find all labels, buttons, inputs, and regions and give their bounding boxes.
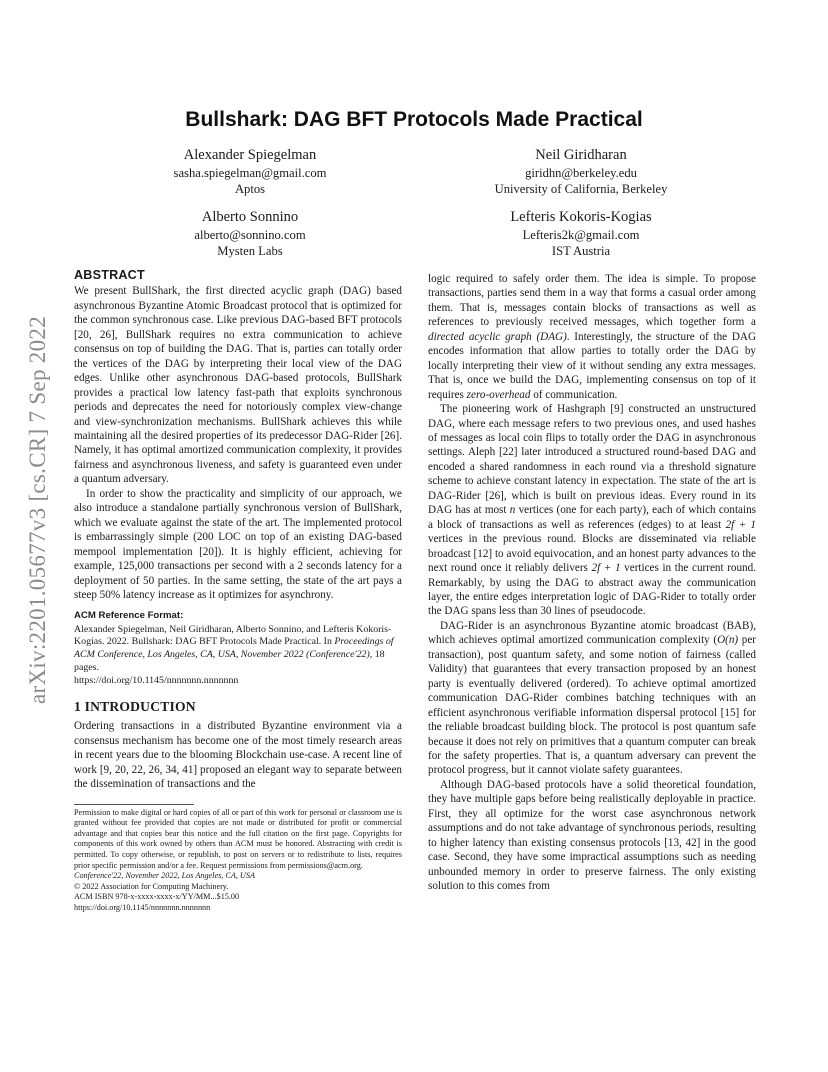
text-run: logic required to safely order them. The idea is simple. To propose transactions, parties send them in a way that forms a casual order among them. That is, messages contain blocks of transactions as well as references to previously received messages, which together form a — [428, 273, 756, 329]
acm-reference-text — [74, 624, 402, 674]
author-affiliation: University of California, Berkeley — [494, 182, 668, 196]
author-block — [421, 208, 741, 259]
permission-doi-link[interactable]: https://doi.org/10.1145/nnnnnnn.nnnnnnn — [74, 902, 211, 912]
acm-reference-part: Alexander Spiegelman, Neil Giridharan, Alberto Sonnino, and Lefteris Kokoris-Kogias. 2022. Bullshark: DAG BFT Protocols Made Practical. In — [74, 623, 392, 648]
arxiv-stamp — [22, 290, 54, 730]
text-run: vertices in the previous round. Blocks are disseminated via reliable broadcast [12] to avoid equivocation, and an honest party advances to the next round once it reliably delivers — [428, 533, 756, 575]
introduction-paragraph: Ordering transactions in a distributed Byzantine environment via a consensus mechanism has become one of the most timely research areas in recent years due to the blooming Blockchain use-case. A recent line of work [9, 20, 22, 26, 34, 41] proposed an elegant way to separate between the dissemination of transactions and the — [74, 720, 402, 791]
math-run: 2f + 1 — [725, 518, 756, 531]
conference-line: Conference'22, November 2022, Los Angeles, CA, USA — [74, 871, 255, 881]
isbn-line: ACM ISBN 978-x-xxxx-xxxx-x/YY/MM...$15.00 — [74, 892, 240, 902]
body-paragraph — [428, 272, 756, 402]
abstract-heading: ABSTRACT — [74, 268, 145, 282]
math-run: n — [509, 504, 516, 517]
body-paragraph — [428, 619, 756, 778]
author-affiliation: Mysten Labs — [217, 244, 283, 258]
acm-reference-part: , 18 pages. — [74, 649, 385, 673]
right-column — [428, 272, 756, 893]
permission-notice — [74, 808, 402, 914]
text-run-italic: zero-overhead — [466, 388, 531, 401]
body-paragraph — [428, 402, 756, 619]
text-run: vertices in the current round. Remarkably, by using the DAG to abstract away the communication layer, the entire edges interpretation logic of DAG-Rider to totally order the DAG spans less than 30 lines of pseudocode. — [428, 562, 756, 618]
paper-title: Bullshark: DAG BFT Protocols Made Practical — [185, 108, 643, 131]
author-email: giridhn@berkeley.edu — [525, 166, 637, 180]
text-run: The pioneering work of Hashgraph [9] constructed an unstructured DAG, where each message refers to two previous ones, and used hashes of messages as local coin flips to totally order the DAG in asynchronous settings. Aleph [22] later introduced a structured round-based DAG and encoded a shared randomness in each round via a threshold signature scheme to achieve constant latency in expectation. The state of the art is DAG-Rider [26], which is built on previous ideas. Every round in its DAG has at most — [428, 403, 756, 517]
math-run: 2f + 1 — [591, 562, 621, 575]
text-run-italic: directed acyclic graph (DAG) — [428, 330, 567, 343]
text-run: per transaction), post quantum safety, and some notion of fairness (called Validity) that guarantees that every transaction proposed by an honest party is eventually delivered (ordered). To achieve optimal amortized communication DAG-Rider combines batching techniques with an efficient asynchronous verifiable information dispersal protocol [15] for the reliable broadcast building block. The protocol is post quantum safe because it does not rely on primitives that a quantum computer can break for the safety properties. That is, a quantum adversary can prevent the protocol progress, but it cannot violate safety guarantees. — [428, 634, 756, 777]
acm-reference-heading: ACM Reference Format: — [74, 610, 184, 622]
author-block — [421, 146, 741, 197]
acm-reference-doi-link[interactable]: https://doi.org/10.1145/nnnnnnn.nnnnnnn — [74, 675, 239, 687]
abstract-paragraph: In order to show the practicality and simplicity of our approach, we also introduce a standalone partially synchronous version of BullShark, which we evaluate against the state of the art. The implemented protocol is embarrassingly simple (200 LOC on top of an existing DAG-based mempool implementation [20]). It is highly efficient, achieving for example, 125,000 transactions per second with a 2 seconds latency for a deployment of 50 parties. In the same setting, the state of the art pays a steep 50% latency increase as it optimizes for asynchrony. — [74, 487, 402, 601]
text-run: vertices (one for each party), each of which contains a block of transactions as well as references (edges) to at least — [428, 504, 756, 531]
arxiv-id: arXiv:2201.05677v3 [cs.CR] 7 Sep 2022 — [25, 315, 50, 705]
author-affiliation: IST Austria — [551, 244, 611, 258]
introduction-heading: 1 INTRODUCTION — [74, 698, 196, 714]
author-name: Alexander Spiegelman — [183, 147, 317, 163]
author-name: Lefteris Kokoris-Kogias — [510, 209, 652, 225]
author-email: Lefteris2k@gmail.com — [522, 228, 640, 242]
author-email: alberto@sonnino.com — [194, 228, 306, 242]
left-column — [74, 268, 402, 914]
footnote-divider — [74, 804, 194, 805]
author-email: sasha.spiegelman@gmail.com — [173, 166, 327, 180]
author-name: Alberto Sonnino — [201, 209, 299, 225]
author-affiliation: Aptos — [234, 182, 266, 196]
author-block — [90, 146, 410, 197]
text-run: of communication. — [530, 388, 618, 401]
text-run: DAG-Rider is an asynchronous Byzantine atomic broadcast (BAB), which achieves optimal amortized communication complexity ( — [428, 619, 756, 647]
acm-reference-venue: Proceedings of ACM Conference, Los Angeles, CA, USA, November 2022 (Conference'22) — [74, 636, 394, 661]
body-paragraph: Although DAG-based protocols have a solid theoretical foundation, they have multiple gaps before being realistically deployable in practice. First, they all optimize for the worst case asynchronous network assumptions and do not take advantage of synchronous periods, resulting to higher latency than existing consensus protocols [13, 42] in the good case. Second, they have some impractical assumptions such as needing unbounded memory in order to preserve fairness. The only existing solution to this comes from — [428, 778, 756, 893]
math-run: O(n) — [717, 634, 739, 647]
permission-text: Permission to make digital or hard copies of all or part of this work for personal or classroom use is granted without fee provided that copies are not made or distributed for profit or commercial advantage and that copies bear this notice and the full citation on the first page. Copyrights for components of this work owned by others than ACM must be honored. Abstracting with credit is permitted. To copy otherwise, or republish, to post on servers or to redistribute to lists, requires prior specific permission and/or a fee. Request permissions from permissions@acm.org. — [74, 807, 402, 870]
copyright-line: © 2022 Association for Computing Machinery. — [74, 881, 229, 891]
author-block — [90, 208, 410, 259]
author-name: Neil Giridharan — [535, 147, 627, 163]
text-run: . Interestingly, the structure of the DAG encodes information that allow parties to totally order the DAG by locally interpreting their view of it without sending any extra messages. That is, once we build the DAG, implementing consensus on top of it requires — [428, 330, 756, 401]
abstract-paragraph: We present BullShark, the first directed acyclic graph (DAG) based asynchronous Byzantine Atomic Broadcast protocol that is optimized for the common synchronous case. Like previous DAG-based BFT protocols [20, 26], BullShark requires no extra communication to achieve consensus on top of building the DAG. That is, parties can totally order the vertices of the DAG by interpreting their local view of the DAG edges. Unlike other asynchronous DAG-based protocols, BullShark provides a practical low latency fast-path that exploits synchronous periods and deprecates the need for notoriously complex view-change and view-synchronization mechanisms. BullShark achieves this while maintaining all the desired properties of its predecessor DAG-Rider [26]. Namely, it has optimal amortized communication complexity, it provides fairness and asynchronous liveness, and safety is guaranteed even under a quantum adversary. — [74, 285, 402, 486]
